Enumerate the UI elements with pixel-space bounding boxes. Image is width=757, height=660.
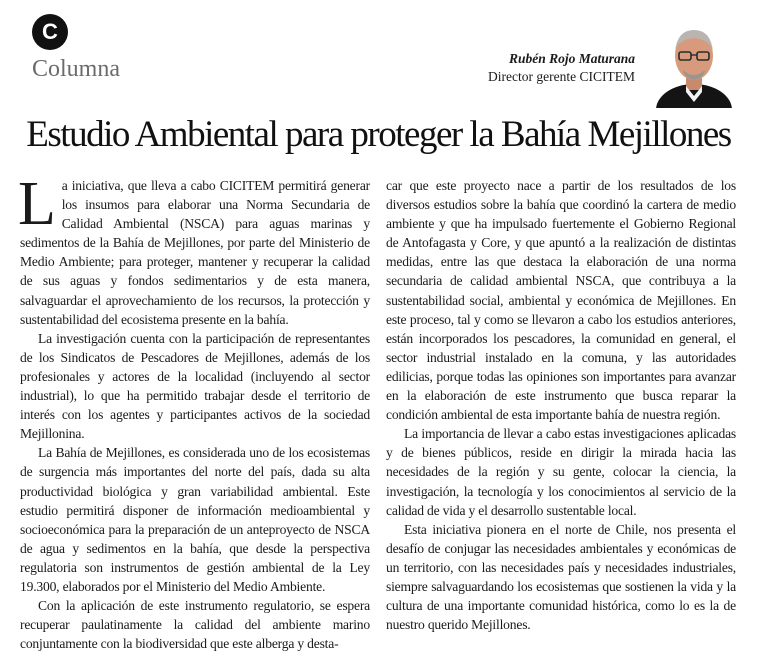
article-paragraph: La importancia de llevar a cabo estas investigaciones aplicadas y de bienes públicos, reside en dirigir la mirada hacia las necesidades de la región y su gente, colocar la ciencia, la investigación, la tecnología y los conocimientos al servicio de la calidad de vida y el desarrollo sustentable local.: [386, 426, 736, 518]
author-block: [488, 50, 635, 86]
article-column-right: [386, 176, 736, 634]
author-role: Director gerente CICITEM: [488, 69, 635, 84]
article-paragraph: La investigación cuenta con la participación de representantes de los Sindicatos de Pescadores de Mejillones, además de los profesionales y actores de la localidad (incluyendo al sector industrial), lo que ha permitido trabajar desde el territorio de interés con los agentes y participantes activos de la sociedad Mejillonina.: [20, 330, 370, 442]
article-paragraph: [18, 170, 370, 329]
author-photo: [655, 14, 733, 108]
drop-cap: L: [18, 170, 56, 238]
article-paragraph: car que este proyecto nace a partir de los resultados de los diversos estudios sobre la bahía que coordinó la cartera de medio ambiente y que ha impulsado fuertemente el Gobierno Regional de Antofagasta y Core, y que apuntó a la realización de distintas medidas, entre las que destaca la elaboración de una norma secundaria de calidad ambiental NSCA, que contribuya a la sustentabilidad social, ambiental y económica de Mejillones. En este proceso, tal y como se llevaron a cabo los estudios anteriores, están incorporados los pescadores, la comunidad en general, el sector industrial instalado en la comuna, y las autoridades edilicias, porque todas las opiniones son importantes para avanzar en la elaboración de este instrumento que busca reparar la condición ambiental de esta importante bahía de nuestra región.: [386, 178, 736, 423]
article-paragraph: La Bahía de Mejillones, es considerada uno de los ecosistemas de surgencia más importantes del norte del país, dada su alta productividad biológica y gran variabilidad ambiental. Este estudio permitirá disponer de información medioambiental y socioeconómica para la preparación de un anteproyecto de NSCA de agua y sedimentos en la bahía, que desde la perspectiva regulatoria son instrumentos de gestión ambiental de la Ley 19.300, elaborados por el Ministerio del Medio Ambiente.: [20, 445, 370, 594]
article-paragraph: Esta iniciativa pionera en el norte de Chile, nos presenta el desafío de conjugar las necesidades ambientales y económicas de un territorio, con las necesidades país y necesidades industriales, siempre salvaguardando los ecosistemas que sostienen la vida y la cultura de una importante comunidad histórica, como lo es la de nuestro querido Mejillones.: [386, 521, 736, 633]
author-name: Rubén Rojo Maturana: [508, 51, 635, 66]
section-badge: C: [32, 14, 68, 50]
paragraph-text: a iniciativa, que lleva a cabo CICITEM permitirá generar los insumos para elaborar una Norma Secundaria de Calidad Ambiental (NSCA) para aguas marinas y sedimentos de la Bahía de Mejillones, por parte del Ministerio de Medio Ambiente; para proteger, mantener y recuperar la calidad de sus aguas y fondos sedimentarios y de esta manera, salvaguardar el aprovechamiento de los recursos, la protección y sustentabilidad del ecosistema presente en la bahía.: [20, 178, 370, 327]
article-headline: Estudio Ambiental para proteger la Bahía Mejillones: [26, 114, 731, 155]
article-paragraph: Con la aplicación de este instrumento regulatorio, se espera recuperar paulatinamente la calidad del ambiente marino conjuntamente con la biodiversidad que este alberga y desta-: [20, 598, 370, 652]
article-column-left: [18, 170, 370, 653]
section-label: Columna: [32, 56, 120, 82]
